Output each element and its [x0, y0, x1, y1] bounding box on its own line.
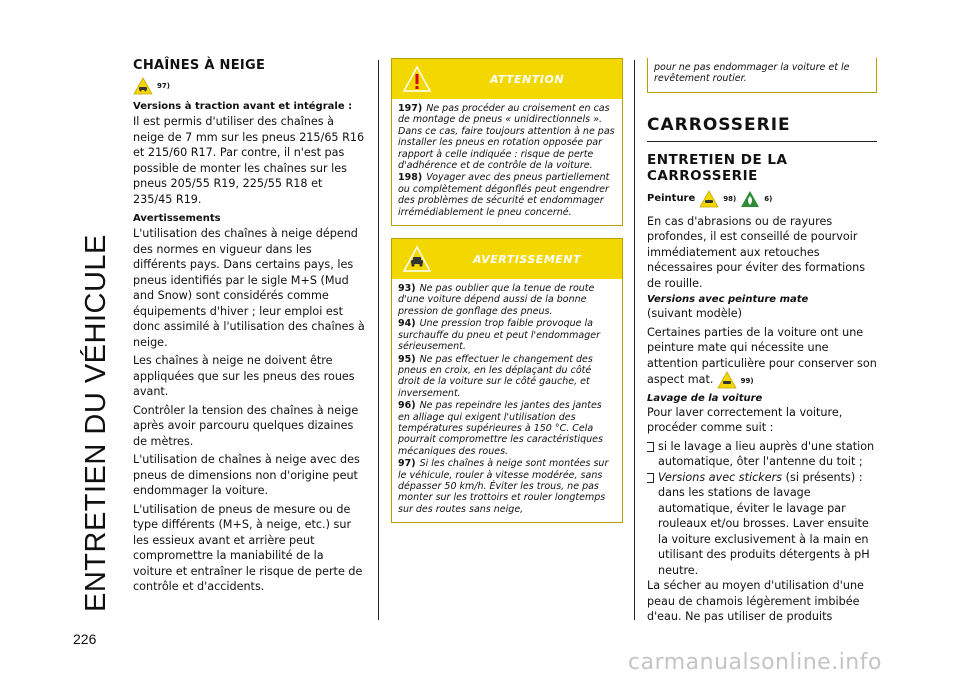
- bullet-item: [647, 439, 877, 470]
- subsection-title: ENTRETIEN DE LA CARROSSERIE: [647, 151, 788, 184]
- note-text: Ne pas oublier que la tenue de route d'une voiture dépend aussi de la bonne pression de gonflage des pneus.: [398, 283, 595, 317]
- column-divider: [634, 60, 635, 620]
- column-bodywork: [647, 58, 877, 628]
- warning-note: [398, 458, 616, 515]
- paint-label: Peinture: [647, 193, 696, 205]
- attention-box-body: [392, 99, 622, 225]
- paragraph: L'utilisation de pneus de mesure ou de type différents (M+S, à neige, etc.) sur les essieux avant et arrière peut compromettre la maniabilité de la voiture et entraîner le risque de perte de contrôle et d'accidents.: [133, 502, 363, 593]
- paragraph: Contrôler la tension des chaînes à neige après avoir parcouru quelques dizaines de mètres.: [133, 403, 359, 448]
- note-text: pour ne pas endommager la voiture et le revêtement routier.: [654, 62, 850, 85]
- warning-note: [398, 318, 616, 352]
- note-number: 97): [398, 458, 416, 470]
- paragraph: L'utilisation des chaînes à neige dépend des normes en vigueur dans les différents pays. Dans certains pays, les pneus identifiés par le sigle M+S (Mud and Snow) sont considérés comme équipements d'hiver ; leur emploi est donc assimilé à l'utilisation des chaînes à neige.: [133, 227, 365, 349]
- section-title: CARROSSERIE: [647, 115, 877, 142]
- bullet-marker-icon: [647, 442, 654, 452]
- bullet-text: si le lavage a lieu auprès d'une station automatique, ôter l'antenne du toit ;: [658, 439, 875, 469]
- subheading: Versions à traction avant et intégrale :: [133, 101, 353, 112]
- subheading: Lavage de la voiture: [647, 392, 763, 404]
- page-number: 226: [73, 631, 97, 647]
- subheading: Versions avec peinture mate: [647, 294, 809, 306]
- warning-box: [391, 238, 623, 523]
- paragraph: (suivant modèle): [647, 307, 742, 321]
- note-text: Une pression trop faible provoque la surchauffe du pneu et peut l'endommager sérieusement.: [398, 318, 600, 353]
- bullet-text: [658, 470, 877, 579]
- note-text: Ne pas procéder au croisement en cas de montage de pneus « unidirectionnels ». Dans ce cas, faire toujours attention à ne pas installer les pneus en rotation opposée par rapport à celle indiquée : risque de perte d'adhérence et de contrôle de la voiture.: [398, 103, 615, 172]
- note-number: 197): [398, 103, 423, 114]
- note-number: 96): [398, 400, 416, 412]
- subheading: Avertissements: [133, 213, 221, 224]
- note-reference: 6): [764, 194, 773, 203]
- note-number: 198): [398, 172, 423, 184]
- note-text: Ne pas effectuer le changement des pneus en croix, en les déplaçant du côté droit de la voiture sur le côté gauche, et inversement.: [398, 353, 593, 399]
- section-heading: CHAÎNES À NEIGE: [133, 58, 266, 73]
- warning-note: [398, 400, 616, 457]
- paragraph: [647, 325, 877, 390]
- column-snow-chains: [133, 58, 365, 598]
- attention-note: [398, 103, 616, 171]
- paragraph: Il est permis d'utiliser des chaînes à neige de 7 mm sur les pneus 215/65 R16 et 215/60 R17. Par contre, il n'est pas possible de monter les chaînes sur les pneus 205/55 R19, 225/55 R18 et 235/45 R19.: [133, 115, 365, 206]
- note-reference: 98): [723, 194, 737, 203]
- attention-box: [391, 58, 623, 226]
- warning-box-continuation: [647, 58, 877, 93]
- attention-title: ATTENTION: [489, 72, 565, 86]
- warning-box-header: [392, 239, 622, 279]
- note-number: 93): [398, 283, 416, 295]
- paragraph: Les chaînes à neige ne doivent être appliquées que sur les pneus des roues avant.: [133, 354, 355, 398]
- attention-box-header: [392, 59, 622, 99]
- note-number: 94): [398, 318, 416, 330]
- reference-row: [133, 77, 365, 95]
- note-number: 95): [398, 353, 416, 365]
- paint-heading-row: [647, 190, 877, 208]
- paragraph: En cas d'abrasions ou de rayures profondes, il est conseillé de pourvoir immédiatement aux retouches nécessaires pour éviter des formations de rouille.: [647, 214, 866, 290]
- note-text: Ne pas repeindre les jantes des jantes en alliage qui exigent l'utilisation des températures supérieures à 150 °C. Cela pourrait compromettre les caractéristiques mécaniques des roues.: [398, 400, 603, 457]
- attention-note: [398, 172, 616, 218]
- bullet-rest-text: (si présents) : dans les stations de lavage automatique, éviter le lavage par rouleaux et/ou brosses. Laver ensuite la voiture exclusivement à la main en utilisant des produits détergents à pH neutre.: [658, 470, 870, 577]
- car-warning-icon: [402, 245, 432, 273]
- warning-box-body: [392, 279, 622, 522]
- paragraph-text: Certaines parties de la voiture ont une peinture mate qui nécessite une attention particulière pour conserver son aspect mat.: [647, 325, 877, 387]
- paragraph: La sécher au moyen d'utilisation d'une peau de chamois légèrement imbibée d'eau. Ne pas utiliser de produits: [647, 579, 864, 624]
- leaf-icon: [740, 190, 760, 208]
- column-divider: [378, 60, 379, 620]
- car-warning-icon: [717, 371, 737, 389]
- danger-warning-icon: [402, 65, 432, 93]
- warning-note: [398, 283, 616, 317]
- note-reference: 97): [157, 82, 170, 90]
- bullet-italic-text: Versions avec stickers: [658, 470, 783, 484]
- bullet-marker-icon: [647, 473, 654, 483]
- car-warning-icon: [133, 77, 153, 95]
- column-safety-boxes: [391, 58, 623, 523]
- bullet-item: [647, 470, 877, 579]
- chapter-side-title: ENTRETIEN DU VÉHICULE: [80, 234, 112, 612]
- note-reference: 99): [740, 377, 754, 386]
- note-text: Si les chaînes à neige sont montées sur le véhicule, rouler à vitesse modérée, sans dépasser 50 km/h. Éviter les trous, ne pas monter sur les trottoirs et rouler longtemps sur des routes sans neige,: [398, 458, 609, 515]
- paragraph: L'utilisation de chaînes à neige avec des pneus de dimensions non d'origine peut endommager la voiture.: [133, 453, 360, 497]
- note-text: Voyager avec des pneus partiellement ou complètement dégonflés peut engendrer des problèmes de sécurité et endommager irrémédiablement le pneu concerné.: [398, 172, 610, 218]
- watermark: carmanualsonline.info: [628, 650, 882, 675]
- car-warning-icon: [699, 190, 719, 208]
- paragraph: Pour laver correctement la voiture, procéder comme suit :: [647, 405, 843, 435]
- warning-note: [398, 354, 616, 400]
- warning-title: AVERTISSEMENT: [472, 252, 581, 266]
